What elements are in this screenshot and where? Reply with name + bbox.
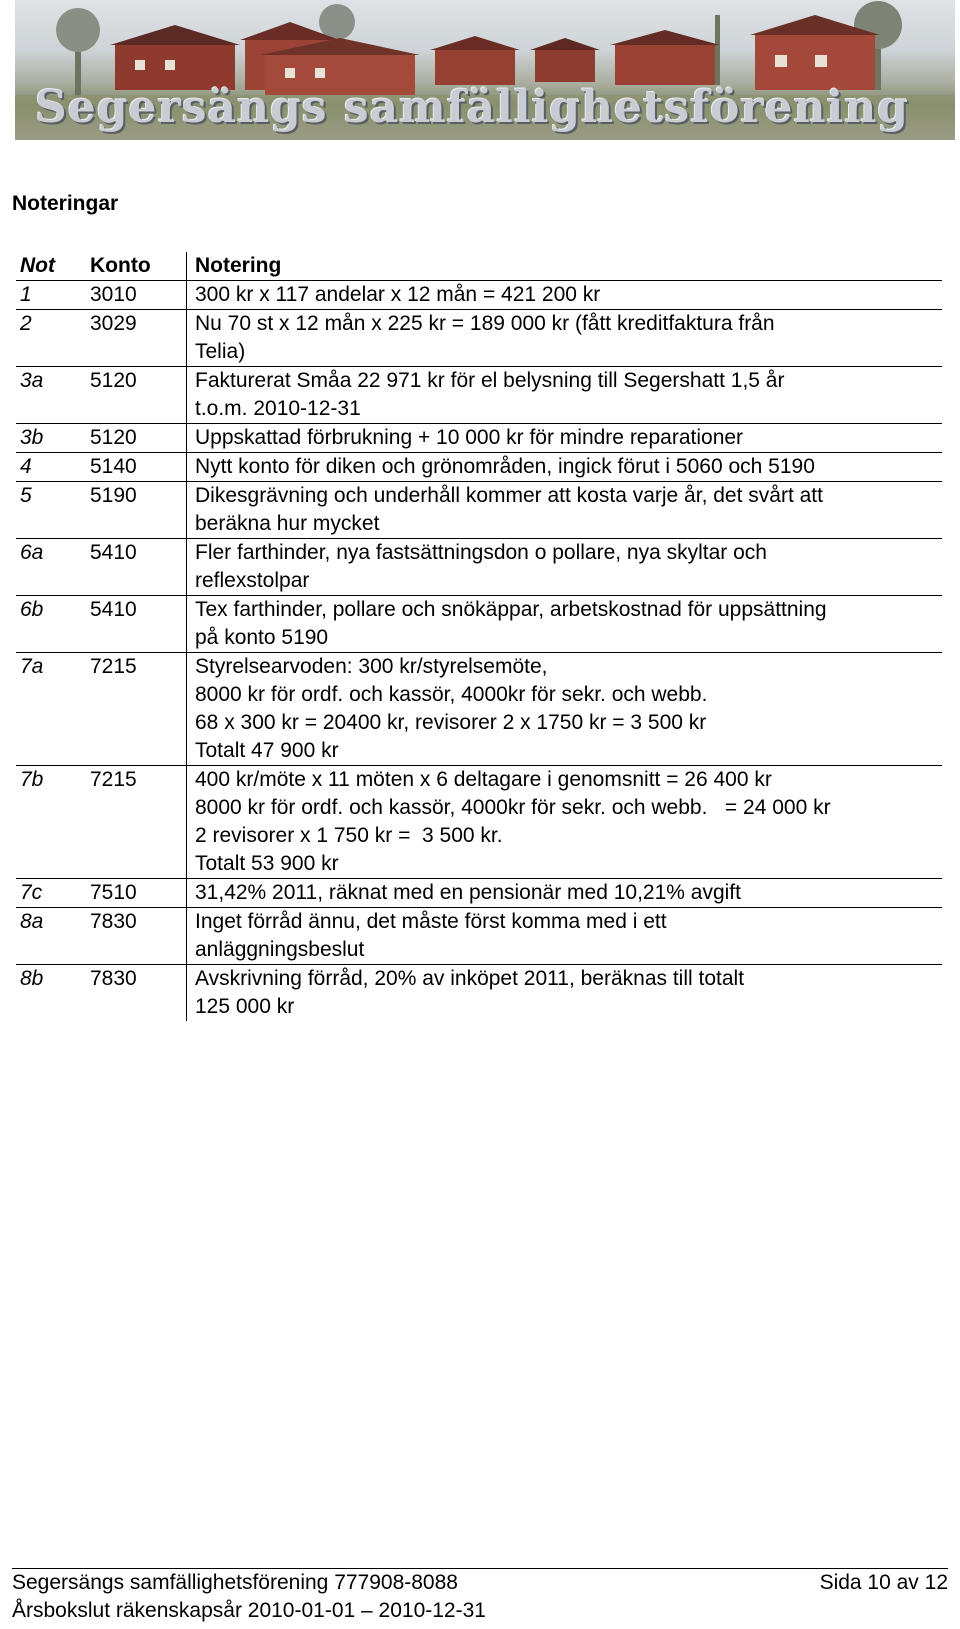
table-row	[16, 908, 942, 965]
cell-konto: 7830	[86, 908, 187, 965]
section-heading: Noteringar	[12, 192, 119, 215]
cell-not: 3a	[20, 369, 44, 392]
notes-table	[16, 252, 942, 1021]
notering-line: Styrelsearvoden: 300 kr/styrelsemöte,	[195, 655, 548, 678]
cell-notering	[187, 539, 943, 596]
notering-line: Telia)	[195, 340, 246, 363]
cell-notering	[187, 766, 943, 879]
cell-konto: 7510	[86, 879, 187, 908]
table-row	[16, 453, 942, 482]
cell-not: 5	[20, 484, 32, 507]
cell-konto: 5120	[86, 367, 187, 424]
cell-notering	[187, 653, 943, 766]
cell-konto: 7215	[86, 766, 187, 879]
cell-not: 3b	[20, 426, 44, 449]
notering-line: Nytt konto för diken och grönområden, ingick förut i 5060 och 5190	[195, 455, 815, 478]
header-banner	[15, 0, 955, 140]
table-row	[16, 965, 942, 1022]
notering-line: Nu 70 st x 12 mån x 225 kr = 189 000 kr (fått kreditfaktura från	[195, 312, 775, 335]
table-row	[16, 879, 942, 908]
notering-line: Totalt 53 900 kr	[195, 852, 339, 875]
notering-line: 400 kr/möte x 11 möten x 6 deltagare i genomsnitt = 26 400 kr	[195, 768, 772, 791]
table-row	[16, 653, 942, 766]
notering-line: Tex farthinder, pollare och snökäppar, arbetskostnad för uppsättning	[195, 598, 827, 621]
notering-line: Fler farthinder, nya fastsättningsdon o pollare, nya skyltar och	[195, 541, 767, 564]
table-row	[16, 424, 942, 453]
cell-not: 7c	[20, 881, 43, 904]
table-row	[16, 367, 942, 424]
cell-not: 7a	[20, 655, 44, 678]
banner-title: Segersängs samfällighetsförening	[35, 82, 910, 133]
cell-not: 6b	[20, 598, 44, 621]
table-row	[16, 310, 942, 367]
cell-not: 2	[20, 312, 32, 335]
cell-notering	[187, 965, 943, 1022]
header-notering: Notering	[195, 254, 282, 277]
cell-not: 6a	[20, 541, 44, 564]
notering-line: Totalt 47 900 kr	[195, 739, 339, 762]
notering-line: Uppskattad förbrukning + 10 000 kr för mindre reparationer	[195, 426, 744, 449]
cell-konto: 5410	[86, 596, 187, 653]
notering-line: 31,42% 2011, räknat med en pensionär med 10,21% avgift	[195, 881, 741, 904]
page-footer	[12, 1568, 948, 1625]
footer-org: Segersängs samfällighetsförening 777908-8088	[12, 1571, 458, 1594]
cell-konto: 3010	[86, 281, 187, 310]
notering-line: beräkna hur mycket	[195, 512, 380, 535]
cell-konto: 5140	[86, 453, 187, 482]
header-not: Not	[20, 254, 55, 277]
cell-notering	[187, 367, 943, 424]
cell-konto: 5190	[86, 482, 187, 539]
notering-line: Avskrivning förråd, 20% av inköpet 2011, beräknas till totalt	[195, 967, 745, 990]
notering-line: 125 000 kr	[195, 995, 295, 1018]
notering-line: Inget förråd ännu, det måste först komma med i ett	[195, 910, 667, 933]
notering-line: 2 revisorer x 1 750 kr = 3 500 kr.	[195, 824, 503, 847]
cell-not: 7b	[20, 768, 44, 791]
notering-line: anläggningsbeslut	[195, 938, 365, 961]
cell-notering	[187, 879, 943, 908]
cell-notering	[187, 424, 943, 453]
cell-notering	[187, 596, 943, 653]
cell-notering	[187, 453, 943, 482]
notering-line: på konto 5190	[195, 626, 329, 649]
footer-period: Årsbokslut räkenskapsår 2010-01-01 – 2010-12-31	[12, 1599, 486, 1622]
notering-line: 68 x 300 kr = 20400 kr, revisorer 2 x 1750 kr = 3 500 kr	[195, 711, 707, 734]
cell-notering	[187, 310, 943, 367]
notering-line: 8000 kr för ordf. och kassör, 4000kr för sekr. och webb. = 24 000 kr	[195, 796, 831, 819]
table-row	[16, 281, 942, 310]
notering-line: 300 kr x 117 andelar x 12 mån = 421 200 kr	[195, 283, 601, 306]
cell-notering	[187, 281, 943, 310]
table-header-row	[16, 252, 942, 281]
cell-notering	[187, 482, 943, 539]
cell-konto: 7830	[86, 965, 187, 1022]
header-konto: Konto	[86, 252, 187, 281]
cell-notering	[187, 908, 943, 965]
cell-not: 4	[20, 455, 32, 478]
table-body	[16, 281, 942, 1022]
notering-line: Dikesgrävning och underhåll kommer att kosta varje år, det svårt att	[195, 484, 823, 507]
cell-konto: 5120	[86, 424, 187, 453]
cell-konto: 7215	[86, 653, 187, 766]
cell-konto: 5410	[86, 539, 187, 596]
table-row	[16, 596, 942, 653]
cell-not: 8a	[20, 910, 44, 933]
cell-konto: 3029	[86, 310, 187, 367]
cell-not: 8b	[20, 967, 44, 990]
table-row	[16, 766, 942, 879]
table-row	[16, 482, 942, 539]
notering-line: 8000 kr för ordf. och kassör, 4000kr för sekr. och webb.	[195, 683, 708, 706]
footer-page-number: Sida 10 av 12	[819, 1571, 948, 1594]
table-row	[16, 539, 942, 596]
cell-not: 1	[20, 283, 32, 306]
notering-line: Fakturerat Småa 22 971 kr för el belysning till Segershatt 1,5 år	[195, 369, 785, 392]
notering-line: t.o.m. 2010-12-31	[195, 397, 361, 420]
notering-line: reflexstolpar	[195, 569, 310, 592]
